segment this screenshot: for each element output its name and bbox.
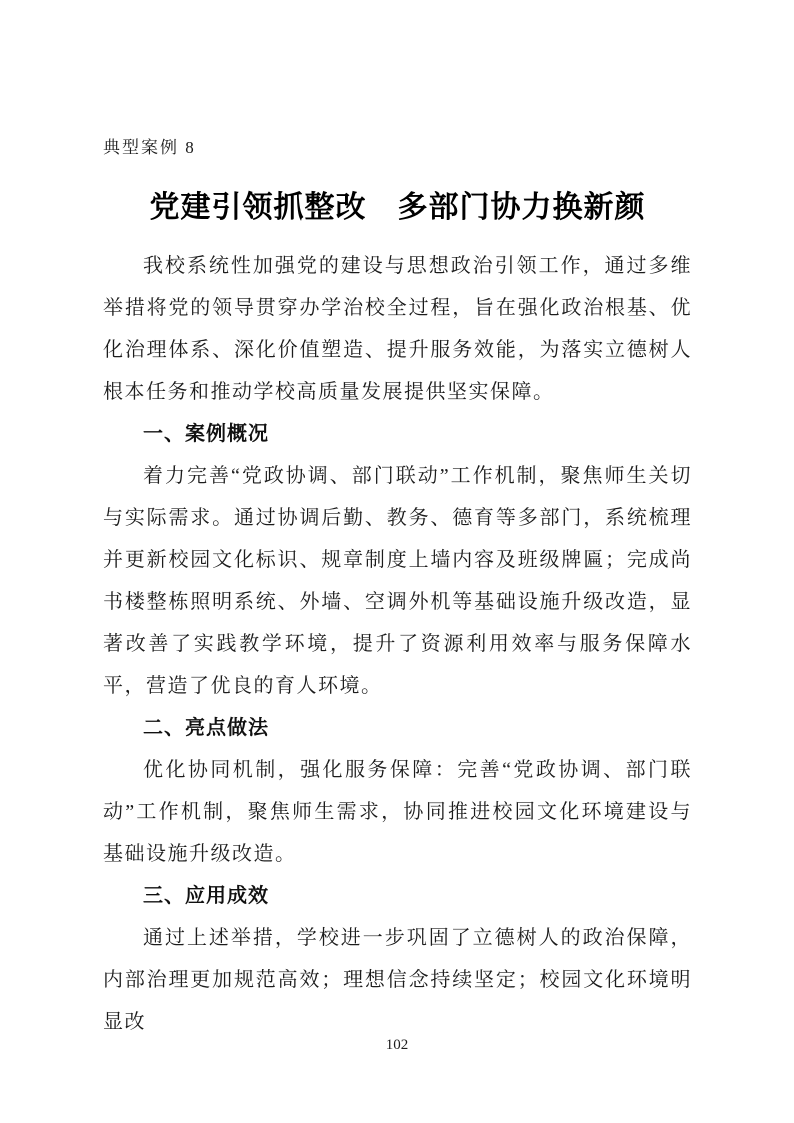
section-heading-results: 三、应用成效 bbox=[143, 885, 269, 907]
overview-paragraph: 着力完善“党政协调、部门联动”工作机制，聚焦师生关切与实际需求。通过协调后勤、教务、德育等多部门，系统梳理并更新校园文化标识、规章制度上墙内容及班级牌匾；完成尚书楼整栋照明系统、外墙、空调外机等基础设施升级改造，显著改善了实践教学环境，提升了资源利用效率与服务保障水平，营造了优良的育人环境。 bbox=[103, 465, 692, 697]
case-label: 典型案例 8 bbox=[103, 138, 196, 157]
results-paragraph: 通过上述举措，学校进一步巩固了立德树人的政治保障，内部治理更加规范高效；理想信念持续坚定；校园文化环境明显改 bbox=[103, 927, 692, 1033]
section-heading-overview: 一、案例概况 bbox=[143, 423, 269, 445]
page-number: 102 bbox=[385, 1037, 409, 1053]
section-heading-highlights: 二、亮点做法 bbox=[143, 717, 269, 739]
document-title: 党建引领抓整改 多部门协力换新颜 bbox=[149, 190, 646, 225]
highlights-paragraph: 优化协同机制，强化服务保障：完善“党政协调、部门联动”工作机制，聚焦师生需求，协同推进校园文化环境建设与基础设施升级改造。 bbox=[103, 759, 692, 865]
intro-paragraph: 我校系统性加强党的建设与思想政治引领工作，通过多维举措将党的领导贯穿办学治校全过程，旨在强化政治根基、优化治理体系、深化价值塑造、提升服务效能，为落实立德树人根本任务和推动学校高质量发展提供坚实保障。 bbox=[103, 255, 692, 403]
